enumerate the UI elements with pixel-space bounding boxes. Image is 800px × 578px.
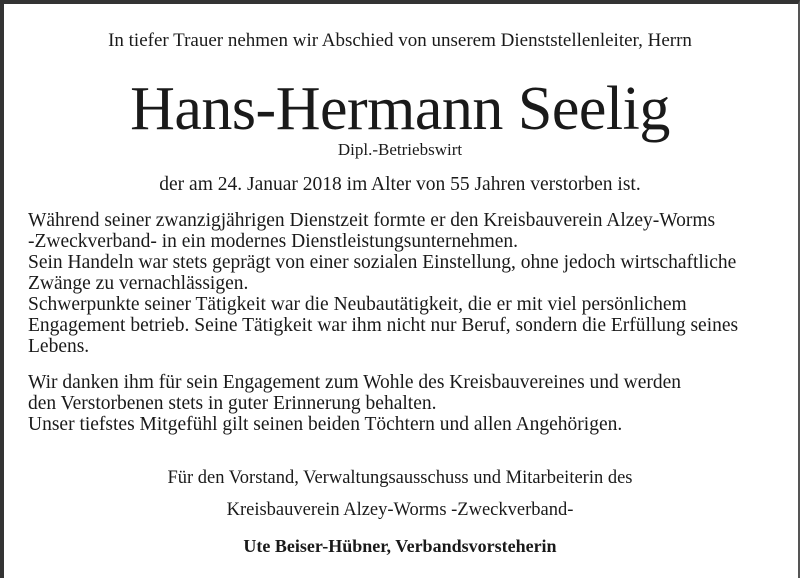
paragraph2-line: Wir danken ihm für sein Engagement zum Wohle des Kreisbauvereines und werden xyxy=(28,372,682,393)
deceased-name: Hans-Hermann Seelig xyxy=(130,75,670,143)
death-line: der am 24. Januar 2018 im Alter von 55 Jahren verstorben ist. xyxy=(159,174,641,195)
paragraph1-line: Engagement betrieb. Seine Tätigkeit war ihm nicht nur Beruf, sondern die Erfüllung seines xyxy=(28,315,739,336)
paragraph1-line: Sein Handeln war stets geprägt von einer sozialen Einstellung, ohne jedoch wirtschaftliche xyxy=(28,252,737,273)
paragraph1-line: Zwänge zu vernachlässigen. xyxy=(28,273,249,294)
paragraph1-line: Lebens. xyxy=(28,336,90,357)
closing-line: Kreisbauverein Alzey-Worms -Zweckverband- xyxy=(226,500,574,520)
paragraph2-line: Unser tiefstes Mitgefühl gilt seinen beiden Töchtern und allen Angehörigen. xyxy=(28,414,623,435)
academic-title: Dipl.-Betriebswirt xyxy=(337,140,463,159)
paragraph1-line: -Zweckverband- in ein modernes Dienstleistungsunternehmen. xyxy=(28,231,519,252)
intro-line: In tiefer Trauer nehmen wir Abschied von unserem Dienststellenleiter, Herrn xyxy=(108,30,692,51)
paragraph1-line: Während seiner zwanzigjährigen Dienstzeit formte er den Kreisbauverein Alzey-Worms xyxy=(28,210,716,231)
paragraph1-line: Schwerpunkte seiner Tätigkeit war die Neubautätigkeit, die er mit viel persönlichem xyxy=(28,294,687,315)
signature: Ute Beiser-Hübner, Verbandsvorsteherin xyxy=(243,536,557,556)
closing-line: Für den Vorstand, Verwaltungsausschuss und Mitarbeiterin des xyxy=(167,468,633,488)
paragraph2-line: den Verstorbenen stets in guter Erinnerung behalten. xyxy=(28,393,437,414)
